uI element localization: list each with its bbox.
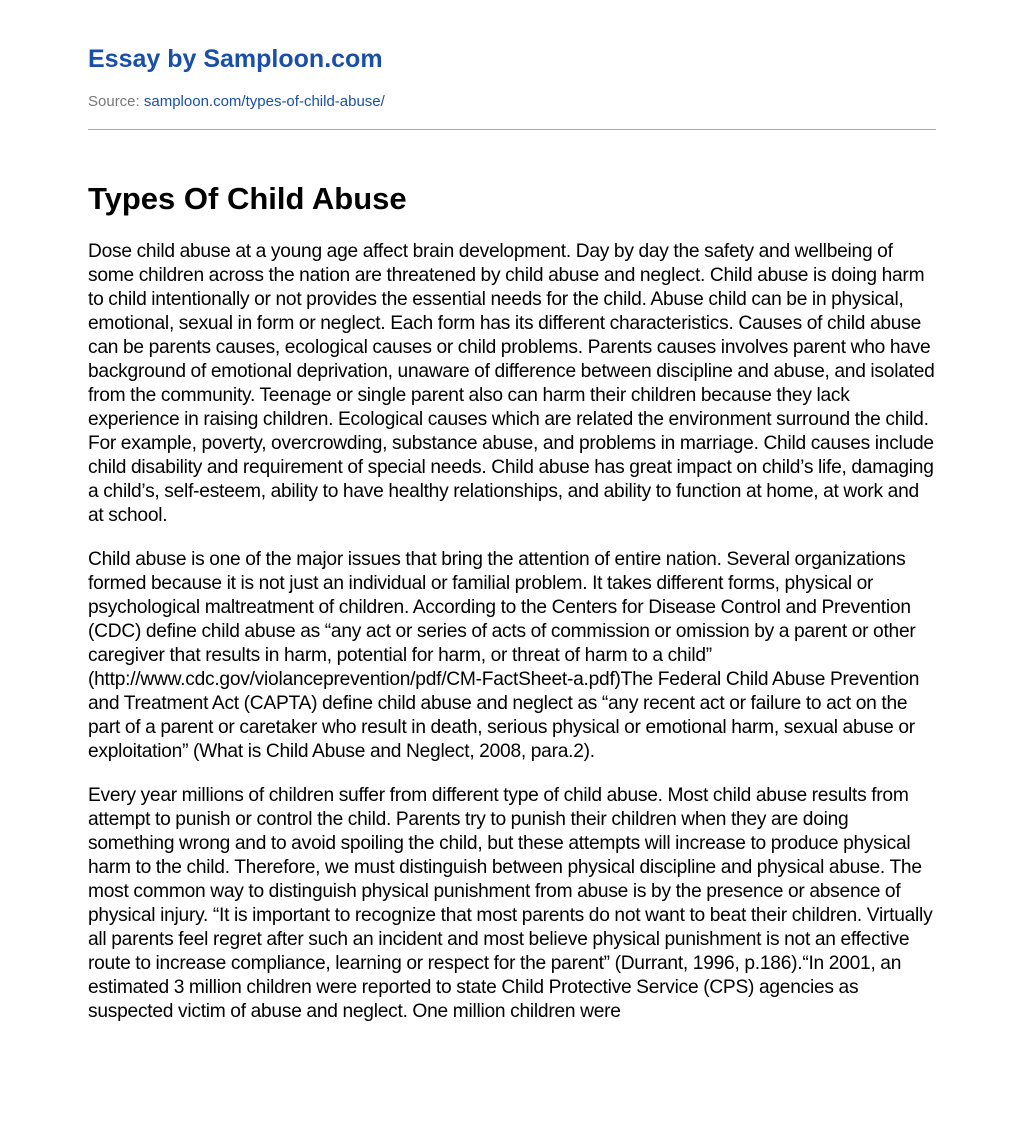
header-divider: [88, 129, 936, 130]
site-title: Essay by Samploon.com: [88, 45, 383, 73]
source-label: Source:: [88, 93, 144, 110]
source-link[interactable]: samploon.com/types-of-child-abuse/: [143, 93, 385, 110]
essay-paragraph-2: Child abuse is one of the major issues that bring the attention of entire nation. Several organizations formed because it is not just an individual or familial problem. It takes different forms, physical or psychological maltreatment of children. According to the Centers for Disease Control and Prevention (CDC) define child abuse as “any act or series of acts of commission or omission by a parent or other caregiver that results in harm, potential for harm, or threat of harm to a child” (http://www.cdc.gov/violanceprevention/pdf/CM-FactSheet-a.pdf)The Federal Child Abuse Prevention and Treatment Act (CAPTA) define child abuse and neglect as “any recent act or failure to act on the part of a parent or caretaker who result in death, serious physical or emotional harm, sexual abuse or exploitation” (What is Child Abuse and Neglect, 2008, para.2).: [88, 549, 920, 762]
essay-title: Types Of Child Abuse: [88, 181, 407, 216]
essay-paragraph-1: Dose child abuse at a young age affect brain development. Day by day the safety and wellbeing of some children across the nation are threatened by child abuse and neglect. Child abuse is doing harm to child intentionally or not provides the essential needs for the child. Abuse child can be in physical, emotional, sexual in form or neglect. Each form has its different characteristics. Causes of child abuse can be parents causes, ecological causes or child problems. Parents causes involves parent who have background of emotional deprivation, unaware of difference between discipline and abuse, and isolated from the community. Teenage or single parent also can harm their children because they lack experience in raising children. Ecological causes which are related the environment surround the child. For example, poverty, overcrowding, substance abuse, and problems in marriage. Child causes include child disability and requirement of special needs. Child abuse has great impact on child’s life, damaging a child’s, self-esteem, ability to have healthy relationships, and ability to function at home, at work and at school.: [88, 241, 935, 526]
essay-body: [88, 240, 938, 1044]
source-line: [88, 92, 385, 112]
essay-paragraph-3: Every year millions of children suffer from different type of child abuse. Most child abuse results from attempt to punish or control the child. Parents try to punish their children when they are doing something wrong and to avoid spoiling the child, but these attempts will increase to produce physical harm to the child. Therefore, we must distinguish between physical discipline and physical abuse. The most common way to distinguish physical punishment from abuse is by the presence or absence of physical injury. “It is important to recognize that most parents do not want to beat their children. Virtually all parents feel regret after such an incident and most believe physical punishment is not an effective route to increase compliance, learning or respect for the parent” (Durrant, 1996, p.186).“In 2001, an estimated 3 million children were reported to state Child Protective Service (CPS) agencies as suspected victim of abuse and neglect. One million children were: [88, 785, 933, 1022]
